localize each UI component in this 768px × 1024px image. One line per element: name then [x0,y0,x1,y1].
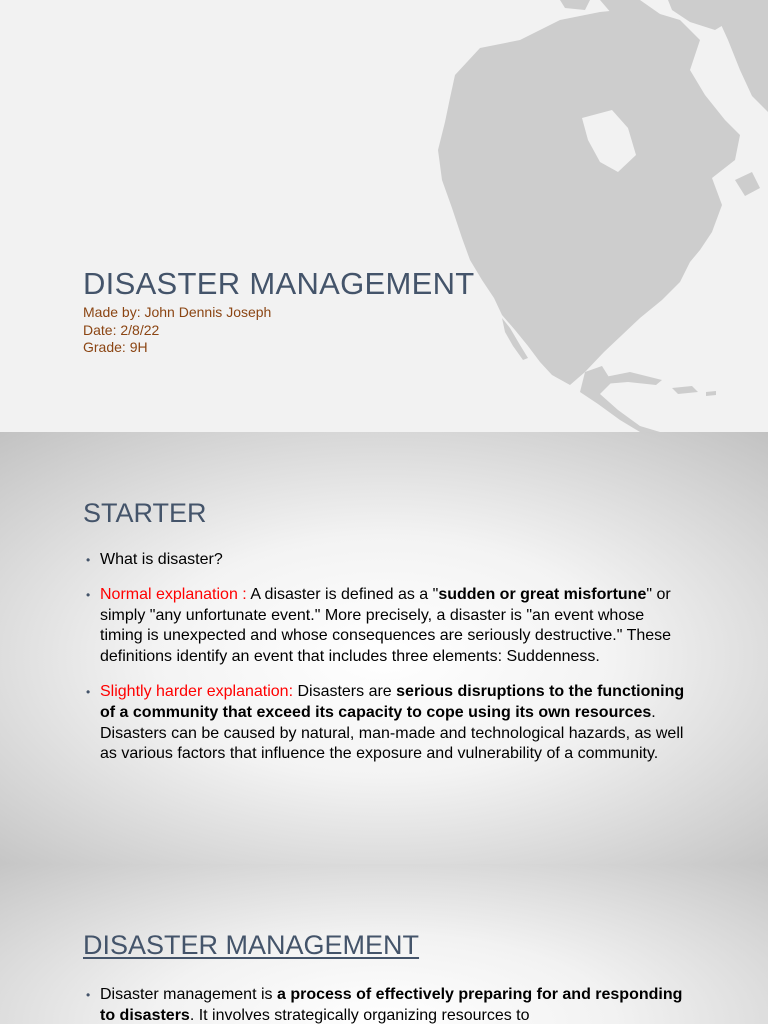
bullet-icon: • [86,988,91,1002]
bullet-item [84,985,688,1024]
bullet-item [84,550,688,571]
bullet-text: What is disaster? [100,551,223,568]
bullet-bold-text: sudden or great misfortune [438,585,647,603]
starter-slide [0,432,768,864]
slide-heading: DISASTER MANAGEMENT [83,930,420,960]
bullet-list [84,550,688,779]
bullet-label: Slightly harder explanation: [100,682,298,700]
bullet-icon: • [86,587,91,602]
bullet-label: Normal explanation : [100,585,251,603]
slide-heading: STARTER [83,498,207,528]
presentation-title: DISASTER MANAGEMENT [83,266,475,301]
bullet-text: . It involves strategically organizing resources to [189,1006,530,1024]
author-line: Made by: John Dennis Joseph [83,304,272,320]
bullet-item [84,585,688,668]
date-line: Date: 2/8/22 [83,321,160,338]
bullet-icon: • [86,553,91,567]
north-america-map-icon [0,0,768,432]
presentation-meta [83,304,271,357]
bullet-icon: • [86,684,91,699]
grade-line: Grade: 9H [83,339,148,355]
bullet-list [84,985,688,1024]
bullet-text: . Disasters can be caused by natural, man-made and technological hazards, as well as various factors that influence the exposure and vulnerability of a community. [100,703,684,763]
bullet-item [84,682,688,765]
bullet-text: A disaster is defined as a " [250,585,439,603]
bullet-bold-text: a process of effectively preparing for and responding to disasters [100,986,683,1024]
bullet-text: Disasters are [297,682,397,700]
bullet-bold-text: serious disruptions to the functioning of a community that exceed its capacity to cope using its own resources [100,682,685,721]
disaster-management-slide [0,864,768,1024]
bullet-text: Disaster management is [100,986,277,1003]
title-slide [0,0,768,432]
bullet-text: " or simply "any unfortunate event." More precisely, a disaster is "an event whose timing is unexpected and whose consequences are seriously destructive." These definitions identify an event that includes three elements: Suddenness. [100,585,672,666]
